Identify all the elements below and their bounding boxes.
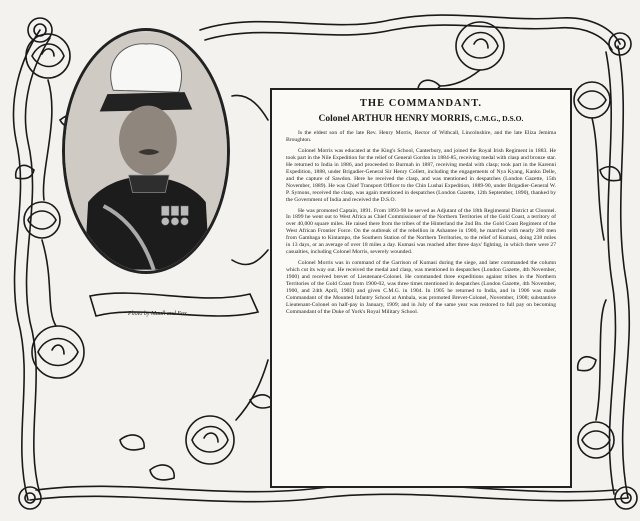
left-ribbon-inner [25,38,50,494]
paragraph-2: Colonel Morris was educated at the King's School, Canterbury, and joined the Royal Irish Regiment in 1883. He took part in the Nile Expedition for the relief of General Gordon in 1884-85, receiving medal with clasp and bronze star. He returned to India in 1886, and proceeded to Burmah in 1887, receiving medal with clasp; took part in the Karenni Expedition, 1888, under Brigadier-General Sir Henry Collett, including the engagements of Nya Kyang, Kankn Delle, and the capture of Sawdon. Here he received the clasp, and was mentioned in despatches (London Gazette, 15th November, 1889). He was Chief Transport Officer to the Chin Lushai Expedition, 1889-90, under Brigadier-General W. P. Symons, received the clasp, was again mentioned in despatches (London Gazette, 12th September, 1890), thanked by the Government of India and received the D.S.O. [286,147,556,203]
portrait-photo [62,28,230,274]
face [119,106,177,175]
helmet-plume [111,44,182,92]
rose-right [574,82,610,118]
bottom-ribbon [30,494,628,501]
scroll-curl-bottom-left [19,487,41,509]
medals [161,206,188,225]
biography-panel [270,88,572,488]
paragraph-4: Colonel Morris was in command of the Garrison of Kumasi during the siege, and later commanded the column which cut its way out. He received the medal and clasp, was mentioned in despatches (London Gazette, 4th November, 1900) and received brevet of Lieutenant-Colonel. He commanded three expeditions against tribes in the Northern Territories of the Gold Coast from 1900-02, was three times mentioned in despatches (London Gazette, 4th November, 1900, and 24th April, 1903) and given C.M.G. in 1904. In 1905 he returned to India, and in 1906 was made Commandant of the Mounted Infantry School at Ambala, was promoted Brevet-Colonel, November, 1908; substantive Lieutenant-Colonel on half-pay in January, 1909; and in July of the same year was restored to full pay on becoming Commandant of the Duke of York's Royal Military School. [286,260,556,315]
top-ribbon-inner [205,25,612,50]
rose-left-lower [32,326,84,378]
side-ribbon [232,95,268,120]
subtitle [286,114,556,124]
rose-left-middle [24,202,60,238]
page-title: THE COMMANDANT. [359,98,483,109]
right-ribbon [618,46,629,498]
subtitle-honours: C.M.G., D.S.O. [472,114,524,123]
rose-bottom-left [186,416,234,464]
subtitle-rank: Colonel [318,114,352,124]
rose-top-right [456,22,504,70]
paragraph-1: Is the eldest son of the late Rev. Henry Morris, Rector of Withcall, Lincolnshire, and the late Eliza Jemima Broughton. [286,130,556,143]
rose-bottom-right [578,422,614,458]
right-ribbon-inner [606,52,615,494]
officer-portrait-illustration [65,31,227,271]
paragraph-3: He was promoted Captain, 1891. From 1893-98 he served as Adjutant of the 18th Regimental District at Clonmel. In 1899 he went out to West Africa as Chief Commissioner of the Northern Territories of the Gold Coast, a territory of over 40,000 square miles. He raised there from the tribes of the Hinterland the 2nd Bn. the Gold Coast Regiment of the West African Frontier Force. On the outbreak of the rebellion in Ashantee in 1900, he marched with nearly 200 men from Gambaga to Kintampo, the Southern Station of the Northern Territories, to the relief of Kumasi, doing 238 miles in 13 days, or an average of over 18 miles a day. Kumasi was reached after three days' fighting, in which there were 27 casualties, including Colonel Morris, severely wounded. [286,207,556,256]
subtitle-name: ARTHUR HENRY MORRIS, [351,114,473,124]
photo-credit: Photo by Maull and Fox. [128,311,189,317]
collar [129,175,170,192]
top-ribbon [200,15,620,44]
